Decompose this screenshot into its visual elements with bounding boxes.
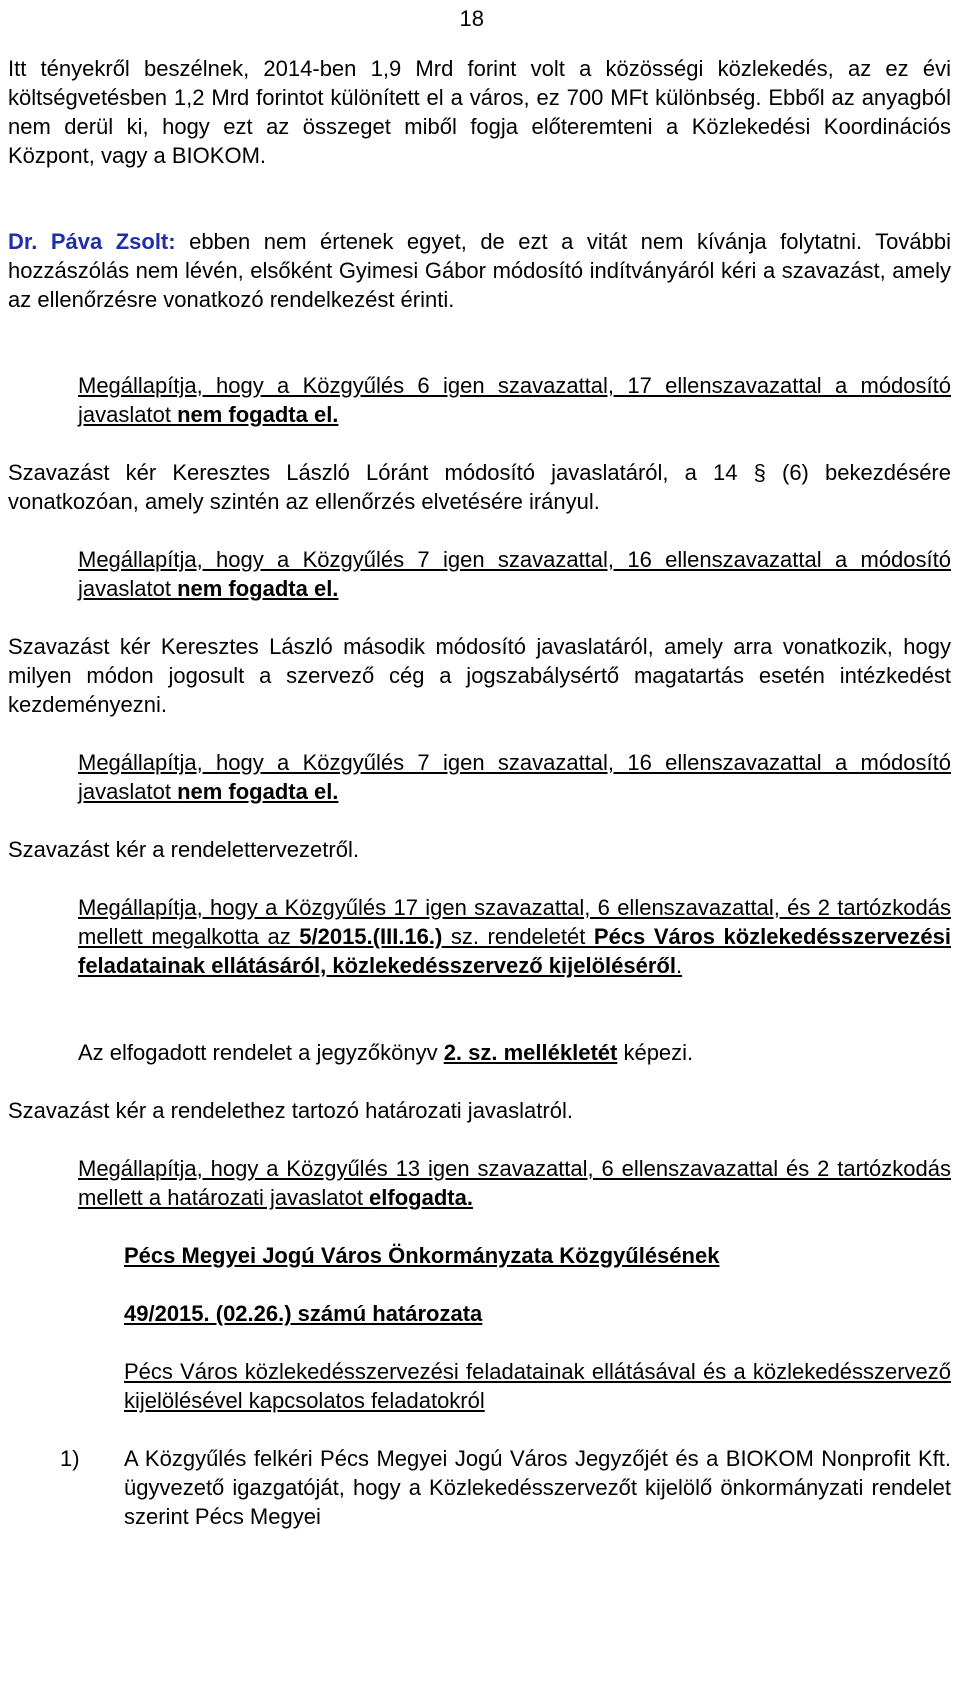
regulation-title: Pécs Város közlekedésszervezési feladatainak ellátásáról, közlekedésszervező kijelöléséről [78, 924, 951, 978]
speaker-name: Dr. Páva Zsolt: [8, 229, 176, 254]
resolution-issuer-heading: Pécs Megyei Jogú Város Önkormányzata Közgyűlésének [124, 1243, 720, 1268]
vote-result-text: Megállapítja, hogy a Közgyűlés 17 igen szavazattal, 6 ellenszavazattal, és 2 tartózkodás mellett megalkotta az [78, 895, 951, 949]
speaker-text: ebben nem értenek egyet, de ezt a vitát nem kívánja folytatni. További hozzászólás nem lévén, elsőként Gyimesi Gábor módosító indítványáról kéri a szavazást, amely az ellenőrzésre vonatkozó rendelkezést érinti. [8, 229, 951, 312]
paragraph-speaker [8, 227, 951, 314]
paragraph-vote-request-2: Szavazást kér Keresztes László Lóránt módosító javaslatáról, a 14 § (6) bekezdésére vonatkozóan, amely szintén az ellenőrzés elvetésére irányul. [8, 460, 951, 514]
paragraph-vote-request-3: Szavazást kér Keresztes László második módosító javaslatáról, amely arra vonatkozik, hogy milyen módon jogosult a szervező cég a jogszabálysértő magatartás esetén intézkedést kezdeményezni. [8, 634, 951, 717]
vote-result-text: Megállapítja, hogy a Közgyűlés 7 igen szavazattal, 16 ellenszavazattal a módosító javaslatot [78, 547, 951, 601]
vote-result-5 [78, 1154, 951, 1212]
paragraph-intro: Itt tényekről beszélnek, 2014-ben 1,9 Mrd forint volt a közösségi közlekedés, az ez évi költségvetésben 1,2 Mrd forintot különített el a város, ez 700 MFt különbség. Ebből az anyagból nem derül ki, hogy ezt az összeget miből fogja előteremteni a Közlekedési Koordinációs Központ, vagy a BIOKOM. [8, 56, 951, 168]
vote-result-text: Megállapítja, hogy a Közgyűlés 7 igen szavazattal, 16 ellenszavazattal a módosító javaslatot [78, 750, 951, 804]
vote-result-text: Megállapítja, hogy a Közgyűlés 6 igen szavazattal, 17 ellenszavazattal a módosító javaslatot [78, 373, 951, 427]
annex-ref: 2. sz. mellékletét [443, 1040, 618, 1065]
resolution-subject: Pécs Város közlekedésszervezési feladatainak ellátásával és a közlekedésszervező kijelölésével kapcsolatos feladatokról [124, 1359, 951, 1413]
vote-result-4 [78, 893, 951, 980]
vote-result-end: . [675, 953, 683, 978]
regulation-number: 5/2015.(III.16.) [299, 924, 443, 949]
vote-result-outcome: elfogadta. [369, 1185, 473, 1210]
annex-text: Az elfogadott rendelet a jegyzőkönyv [78, 1040, 444, 1065]
vote-result-1 [78, 371, 951, 429]
vote-result-3 [78, 748, 951, 806]
vote-result-2 [78, 545, 951, 603]
vote-result-outcome: nem fogadta el. [177, 402, 339, 427]
annex-text-end: képezi. [617, 1040, 694, 1065]
resolution-number-heading: 49/2015. (02.26.) számú határozata [124, 1301, 483, 1326]
vote-result-outcome: nem fogadta el. [177, 779, 339, 804]
vote-result-outcome: nem fogadta el. [177, 576, 339, 601]
paragraph-vote-request-4: Szavazást kér a rendelettervezetről. [8, 837, 359, 862]
vote-result-text-cont: sz. rendeletét [442, 924, 594, 949]
page-number: 18 [459, 6, 484, 31]
list-item-number: 1) [60, 1446, 80, 1471]
paragraph-vote-request-5: Szavazást kér a rendelethez tartozó határozati javaslatról. [8, 1098, 573, 1123]
list-item-text: A Közgyűlés felkéri Pécs Megyei Jogú Város Jegyzőjét és a BIOKOM Nonprofit Kft. ügyvezető igazgatóját, hogy a Közlekedésszervezőt kijelölő önkormányzati rendelet szerint Pécs Megyei [124, 1446, 951, 1529]
vote-result-text: Megállapítja, hogy a Közgyűlés 13 igen szavazattal, 6 ellenszavazattal és 2 tartózkodás mellett a határozati javaslatot [78, 1156, 951, 1210]
paragraph-annex [78, 1038, 951, 1067]
